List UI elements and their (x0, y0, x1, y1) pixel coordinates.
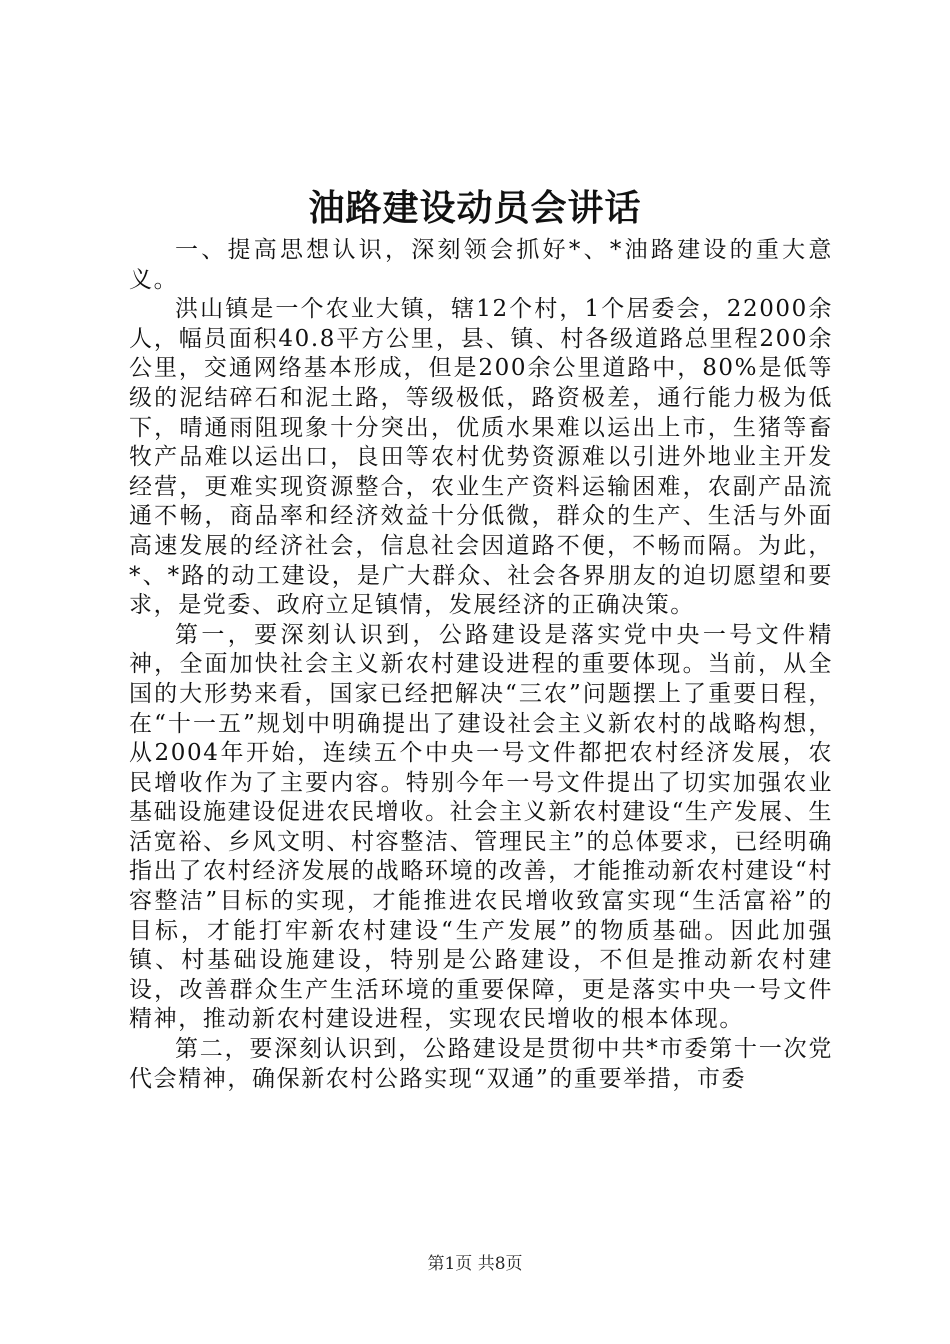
document-body (129, 236, 833, 1094)
paragraph-town-overview: 洪山镇是一个农业大镇，辖12个村，1个居委会，22000余人，幅员面积40.8平方公里，县、镇、村各级道路总里程200余公里，交通网络基本形成，但是200余公里道路中，80%是低等级的泥结碎石和泥土路，等级极低，路资极差，通行能力极为低下，晴通雨阻现象十分突出，优质水果难以运出上市，生猪等畜牧产品难以运出口，良田等农村优势资源难以引进外地业主开发经营，更难实现资源整合，农业生产资料运输困难，农副产品流通不畅，商品率和经济效益十分低微，群众的生产、生活与外面高速发展的经济社会，信息社会因道路不便，不畅而隔。为此，*、*路的动工建设，是广大群众、社会各界朋友的迫切愿望和要求，是党委、政府立足镇情，发展经济的正确决策。 (129, 296, 833, 619)
page-number-footer: 第1页 共8页 (427, 1254, 523, 1274)
document-title: 油路建设动员会讲话 (308, 187, 642, 229)
paragraph-first-point: 第一，要深刻认识到，公路建设是落实党中央一号文件精神，全面加快社会主义新农村建设进程的重要体现。当前，从全国的大形势来看，国家已经把解决“三农”问题摆上了重要日程，在“十一五”规划中明确提出了建设社会主义新农村的战略构想，从2004年开始，连续五个中央一号文件都把农村经济发展，农民增收作为了主要内容。特别今年一号文件提出了切实加强农业基础设施建设促进农民增收。社会主义新农村建设“生产发展、生活宽裕、乡风文明、村容整洁、管理民主”的总体要求，已经明确指出了农村经济发展的战略环境的改善，才能推动新农村建设“村容整洁”目标的实现，才能推进农民增收致富实现“生活富裕”的目标，才能打牢新农村建设“生产发展”的物质基础。因此加强镇、村基础设施建设，特别是公路建设，不但是推动新农村建设，改善群众生产生活环境的重要保障，更是落实中央一号文件精神，推动新农村建设进程，实现农民增收的根本体现。 (129, 621, 833, 1033)
paragraph-section-heading: 一、提高思想认识，深刻领会抓好*、*油路建设的重大意义。 (129, 237, 833, 293)
paragraph-second-point: 第二，要深刻认识到，公路建设是贯彻中共*市委第十一次党代会精神，确保新农村公路实现“双通”的重要举措，市委 (129, 1036, 833, 1092)
